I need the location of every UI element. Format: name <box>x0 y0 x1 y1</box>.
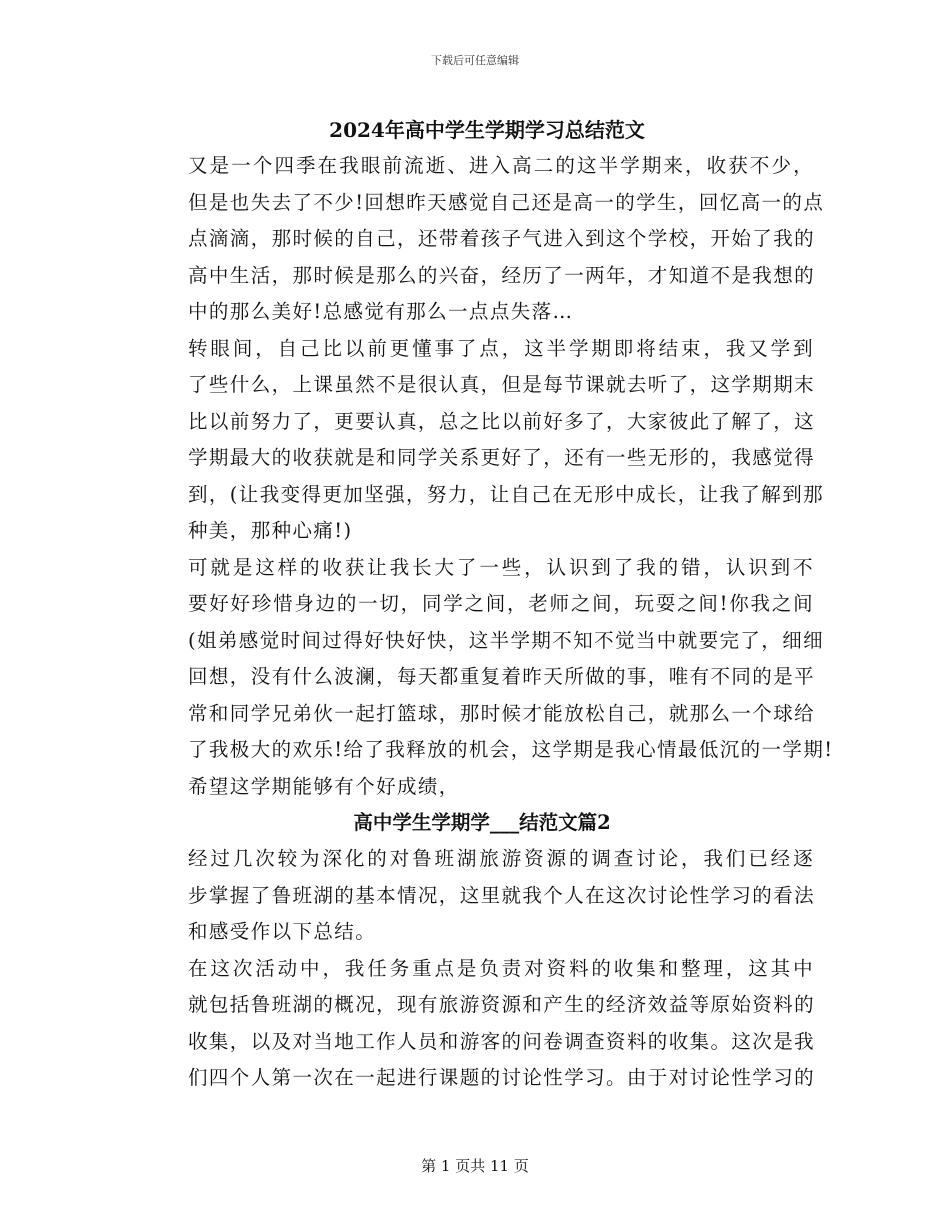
text-line: 们四个人第一次在一起进行课题的讨论性学习。由于对讨论性学习的 <box>188 1066 816 1089</box>
section-1 <box>142 148 834 805</box>
document-body <box>142 112 834 1097</box>
text-line: 高中生活，那时候是那么的兴奋，经历了一两年，才知道不是我想的 <box>188 263 816 287</box>
text-line: 回想，没有什么波澜，每天都重复着昨天所做的事，唯有不同的是平 <box>188 665 816 688</box>
text-line: 希望这学期能够有个好成绩， <box>188 774 460 798</box>
text-line: 常和同学兄弟伙一起打篮球，那时候才能放松自己，就那么一个球给 <box>188 701 816 725</box>
text-line: 但是也失去了不少!回想昨天感觉自己还是高一的学生，回忆高一的点 <box>188 190 825 214</box>
text-line: 中的那么美好!总感觉有那么一点点失落… <box>188 300 574 323</box>
text-line: 了我极大的欢乐!给了我释放的机会，这学期是我心情最低沉的一学期! <box>188 738 834 761</box>
text-line: 转眼间，自己比以前更懂事了点，这半学期即将结束，我又学到 <box>188 336 814 360</box>
text-line: 可就是这样的收获让我长大了一些，认识到了我的错，认识到不 <box>188 555 814 579</box>
text-line: 在这次活动中，我任务重点是负责对资料的收集和整理，这其中 <box>188 956 814 980</box>
text-line: 种美，那种心痛!) <box>188 519 353 542</box>
text-line: (姐弟感觉时间过得好快好快，这半学期不知不觉当中就要完了，细细 <box>188 628 825 652</box>
text-line: 和感受作以下总结。 <box>188 920 377 943</box>
text-line: 比以前努力了，更要认真，总之比以前好多了，大家彼此了解了，这 <box>188 409 816 433</box>
text-line: 经过几次较为深化的对鲁班湖旅游资源的调查讨论，我们已经逐 <box>188 847 814 870</box>
text-line: 点滴滴，那时候的自己，还带着孩子气进入到这个学校，开始了我的 <box>188 227 816 250</box>
text-line: 学期最大的收获就是和同学关系更好了，还有一些无形的，我感觉得 <box>188 446 816 469</box>
text-line: 要好好珍惜身边的一切，同学之间，老师之间，玩耍之间!你我之间 <box>188 592 814 615</box>
text-line: 收集，以及对当地工作人员和游客的问卷调查资料的收集。这次是我 <box>188 1029 816 1053</box>
page-header-note: 下载后可任意编辑 <box>431 54 519 67</box>
section-subtitle: 高中学生学期学___结范文篇2 <box>353 811 611 834</box>
text-line: 了些什么，上课虽然不是很认真，但是每节课就去听了，这学期期末 <box>188 373 816 396</box>
document-title: 2024年高中学生学期学习总结范文 <box>329 118 645 142</box>
text-line: 到，(让我变得更加坚强，努力，让自己在无形中成长，让我了解到那 <box>188 482 825 506</box>
paragraph-5 <box>142 951 814 1097</box>
paragraph-3 <box>142 550 834 806</box>
paragraph-4 <box>142 841 814 951</box>
text-line: 又是一个四季在我眼前流逝、进入高二的这半学期来，收获不少， <box>188 154 814 177</box>
paragraph-1 <box>142 148 825 331</box>
text-line: 就包括鲁班湖的概况，现有旅游资源和产生的经济效益等原始资料的 <box>188 993 816 1016</box>
paragraph-2 <box>142 331 825 550</box>
page-number: 第 1 页共 11 页 <box>421 1157 529 1175</box>
text-line: 步掌握了鲁班湖的基本情况，这里就我个人在这次讨论性学习的看法 <box>188 883 816 907</box>
section-2 <box>142 805 814 1097</box>
